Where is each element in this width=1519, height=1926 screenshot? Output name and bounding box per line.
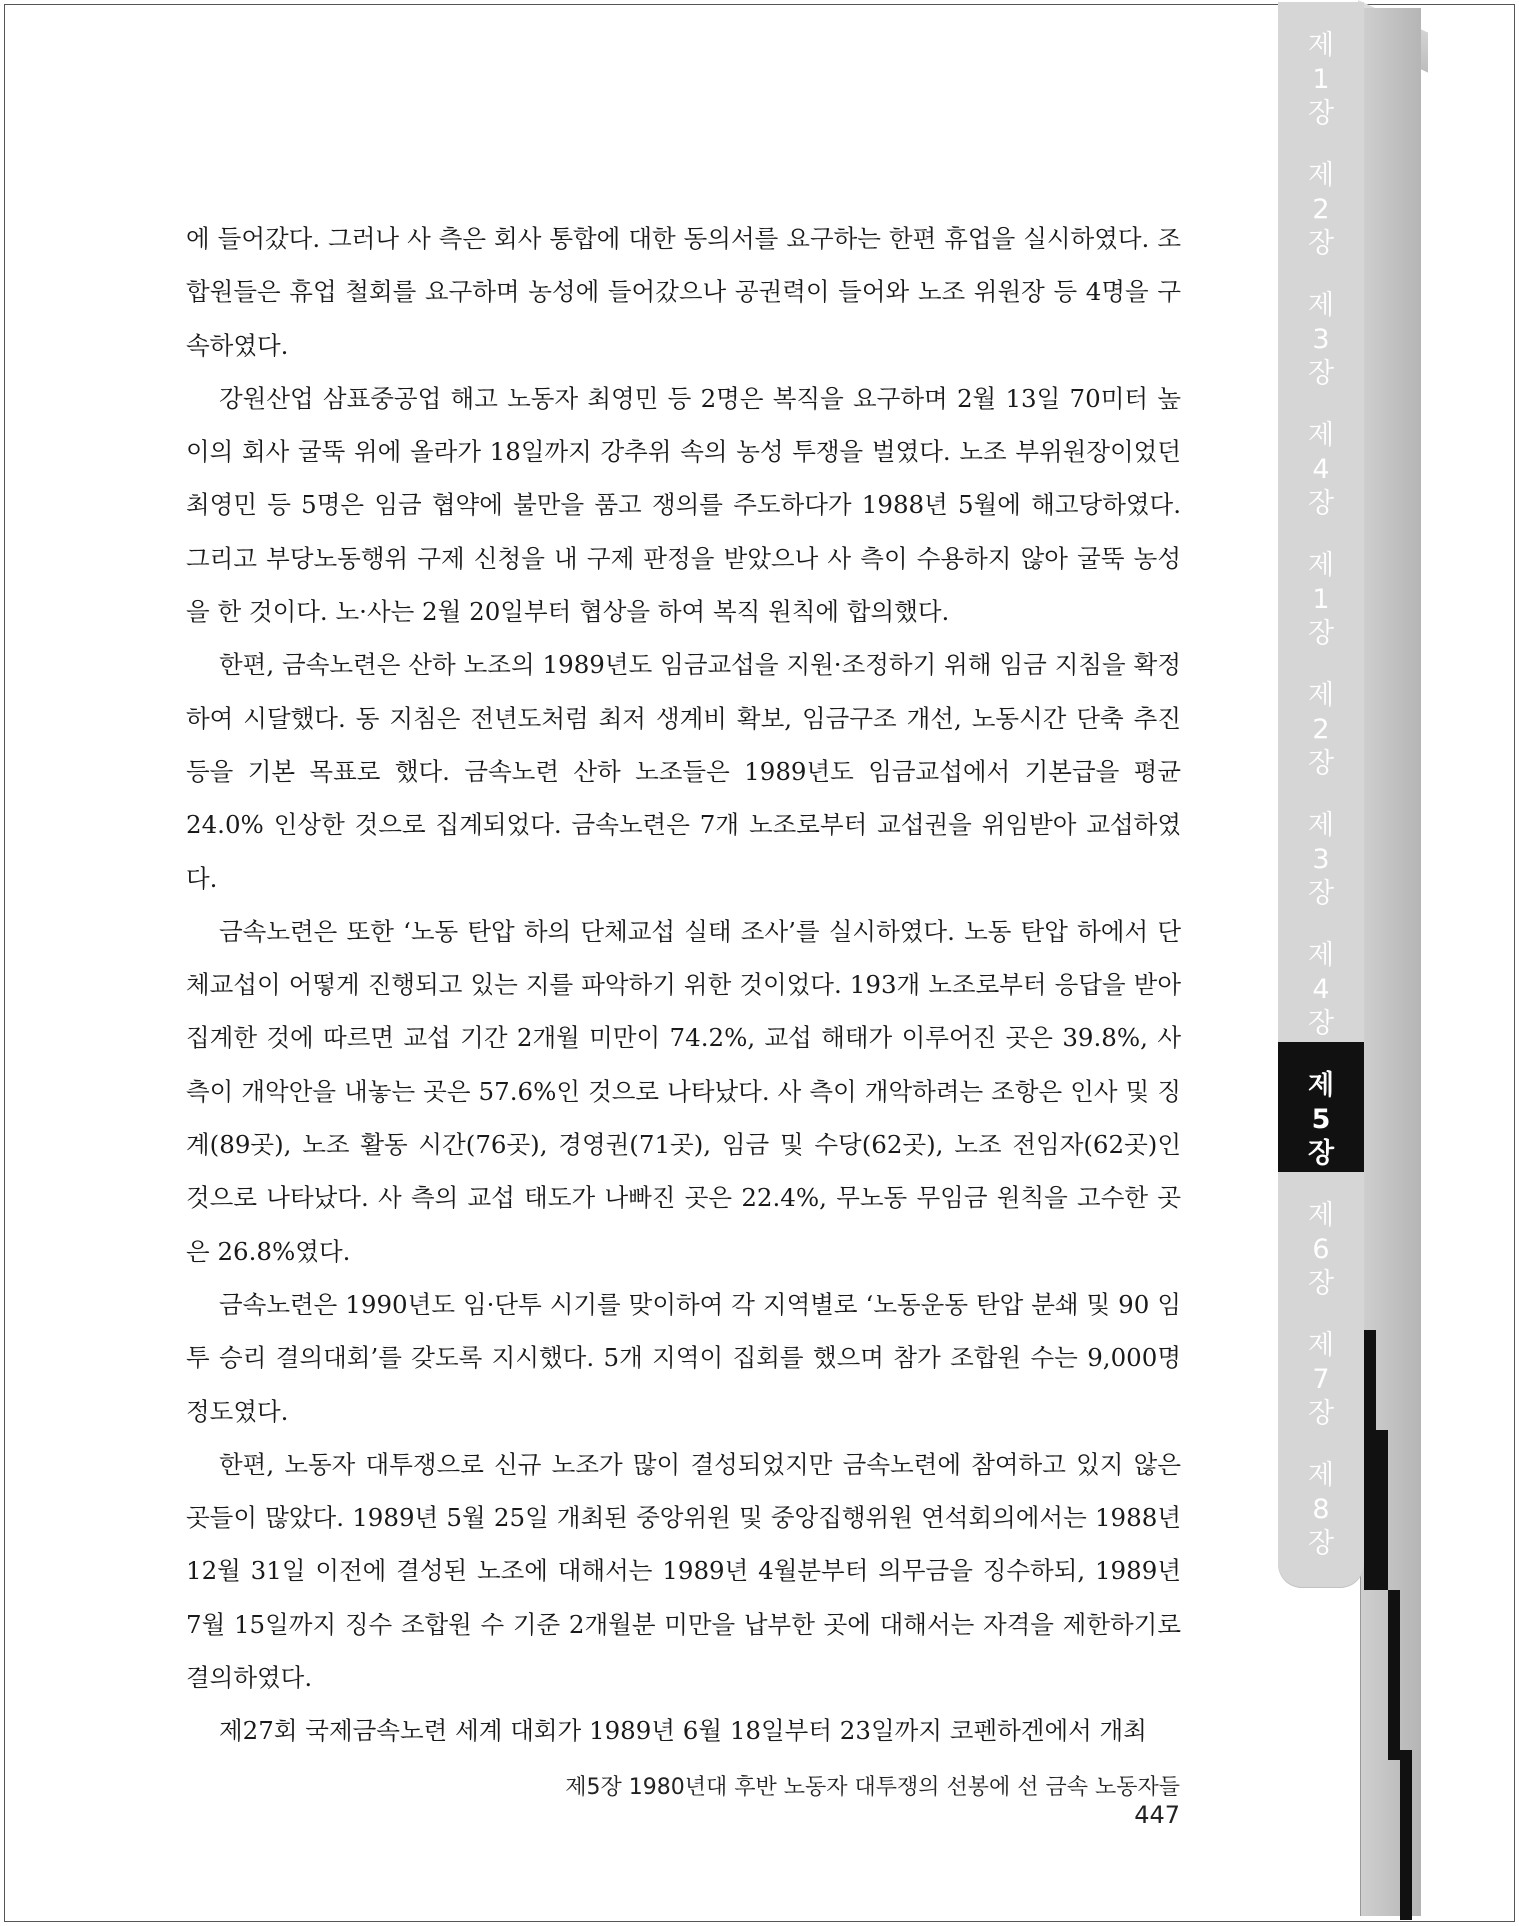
chapter-tab-label: 제 [1307, 420, 1335, 451]
chapter-tab-label: 장 [1307, 878, 1335, 909]
chapter-tab-label: 제 [1307, 1330, 1335, 1361]
paragraph: 강원산업 삼표중공업 해고 노동자 최영민 등 2명은 복직을 요구하며 2월 13일 70미터 높이의 회사 굴뚝 위에 올라가 18일까지 강추위 속의 농성 투쟁을 벌였다. 노조 부위원장이었던 최영민 등 5명은 임금 협약에 불만을 품고 쟁의를 주도하다가 1988년 5월에 해고당하였다. 그리고 부당노동행위 구제 신청을 내 구제 판정을 받았으나 사 측이 수용하지 않아 굴뚝 농성을 한 것이다. 노·사는 2월 20일부터 협상을 하여 복직 원칙에 합의했다. [186, 383, 1181, 627]
chapter-tab-label: 제 [1307, 1460, 1335, 1491]
chapter-tab-label: 2 [1312, 194, 1330, 225]
chapter-tab-label: 제 [1307, 160, 1335, 191]
chapter-tab-label: 3 [1312, 844, 1330, 875]
chapter-tab-label: 장 [1307, 1268, 1335, 1299]
chapter-tab-label: 장 [1307, 1398, 1335, 1429]
chapter-tab-label: 제 [1307, 290, 1335, 321]
paragraph: 한편, 금속노련은 산하 노조의 1989년도 임금교섭을 지원·조정하기 위해 임금 지침을 확정하여 시달했다. 동 지침은 전년도처럼 최저 생계비 확보, 임금구조 개선, 노동시간 단축 추진 등을 기본 목표로 했다. 금속노련 산하 노조들은 1989년도 임금교섭에서 기본급을 평균 24.0% 인상한 것으로 집계되었다. 금속노련은 7개 노조로부터 교섭권을 위임받아 교섭하였다. [186, 650, 1181, 893]
chapter-tab-label: 8 [1312, 1494, 1330, 1525]
chapter-tab-label: 제 [1307, 680, 1335, 711]
page-number: 447 [1134, 1801, 1180, 1829]
chapter-tab-label: 2 [1312, 714, 1330, 745]
chapter-tab-label: 제 [1307, 940, 1335, 971]
chapter-tab-label: 6 [1312, 1234, 1330, 1265]
chapter-tab-label: 3 [1312, 324, 1330, 355]
chapter-tab-label: 1 [1312, 64, 1330, 95]
chapter-tab-label: 제 [1307, 550, 1335, 581]
chapter-tab-label: 4 [1312, 454, 1330, 485]
chapter-tab-label: 장 [1307, 1528, 1335, 1559]
chapter-tab-label: 장 [1307, 1008, 1335, 1039]
paragraph: 금속노련은 또한 ‘노동 탄압 하의 단체교섭 실태 조사’를 실시하였다. 노동 탄압 하에서 단체교섭이 어떻게 진행되고 있는 지를 파악하기 위한 것이었다. 193개 노조로부터 응답을 받아 집계한 것에 따르면 교섭 기간 2개월 미만이 74.2%, 교섭 해태가 이루어진 곳은 39.8%, 사 측이 개악안을 내놓는 곳은 57.6%인 것으로 나타났다. 사 측이 개악하려는 조항은 인사 및 징계(89곳), 노조 활동 시간(76곳), 경영권(71곳), 임금 및 수당(62곳), 노조 전임자(62곳)인 것으로 나타났다. 사 측의 교섭 태도가 나빠진 곳은 22.4%, 무노동 무임금 원칙을 고수한 곳은 26.8%였다. [186, 916, 1181, 1266]
chapter-tab-label: 장 [1307, 358, 1335, 389]
chapter-tab[interactable] [1278, 1432, 1364, 1588]
chapter-tab-label: 장 [1307, 748, 1335, 779]
chapter-tab-label: 장 [1307, 488, 1335, 519]
chapter-tabs [1278, 0, 1368, 1926]
chapter-tab-label: 4 [1312, 974, 1330, 1005]
chapter-tab-label: 제 [1307, 810, 1335, 841]
chapter-tab-label: 제 [1307, 30, 1335, 61]
chapter-tab-label: 1 [1312, 584, 1330, 615]
chapter-tab-label: 제 [1307, 1200, 1335, 1231]
paragraph: 금속노련은 1990년도 임·단투 시기를 맞이하여 각 지역별로 ‘노동운동 탄압 분쇄 및 90 임투 승리 결의대회’를 갖도록 지시했다. 5개 지역이 집회를 했으며 참가 조합원 수는 9,000명 정도였다. [186, 1289, 1181, 1426]
body-text [186, 212, 1181, 1758]
chapter-tab-label: 5 [1311, 1104, 1331, 1135]
chapter-edge-marks [1364, 1330, 1424, 1920]
chapter-tab-label: 7 [1312, 1364, 1330, 1395]
chapter-tab-label: 장 [1307, 98, 1335, 129]
paragraph: 제27회 국제금속노련 세계 대회가 1989년 6월 18일부터 23일까지 코펜하겐에서 개최 [219, 1716, 1147, 1746]
chapter-tab-label: 장 [1307, 228, 1335, 259]
chapter-tab-label: 장 [1307, 618, 1335, 649]
chapter-tab-label: 제 [1307, 1070, 1335, 1101]
paragraph: 에 들어갔다. 그러나 사 측은 회사 통합에 대한 동의서를 요구하는 한편 휴업을 실시하였다. 조합원들은 휴업 철회를 요구하며 농성에 들어갔으나 공권력이 들어와 노조 위원장 등 4명을 구속하였다. [186, 224, 1181, 360]
chapter-tab-label: 장 [1307, 1138, 1335, 1169]
running-title: 제5장 1980년대 후반 노동자 대투쟁의 선봉에 선 금속 노동자들 [565, 1775, 1180, 1800]
page-footer [540, 1770, 1180, 1829]
paragraph: 한편, 노동자 대투쟁으로 신규 노조가 많이 결성되었지만 금속노련에 참여하고 있지 않은 곳들이 많았다. 1989년 5월 25일 개최된 중앙위원 및 중앙집행위원 연석회의에서는 1988년 12월 31일 이전에 결성된 노조에 대해서는 1989년 4월분부터 의무금을 징수하되, 1989년 7월 15일까지 징수 조합원 수 기준 2개월분 미만을 납부한 곳에 대해서는 자격을 제한하기로 결의하였다. [186, 1449, 1181, 1693]
